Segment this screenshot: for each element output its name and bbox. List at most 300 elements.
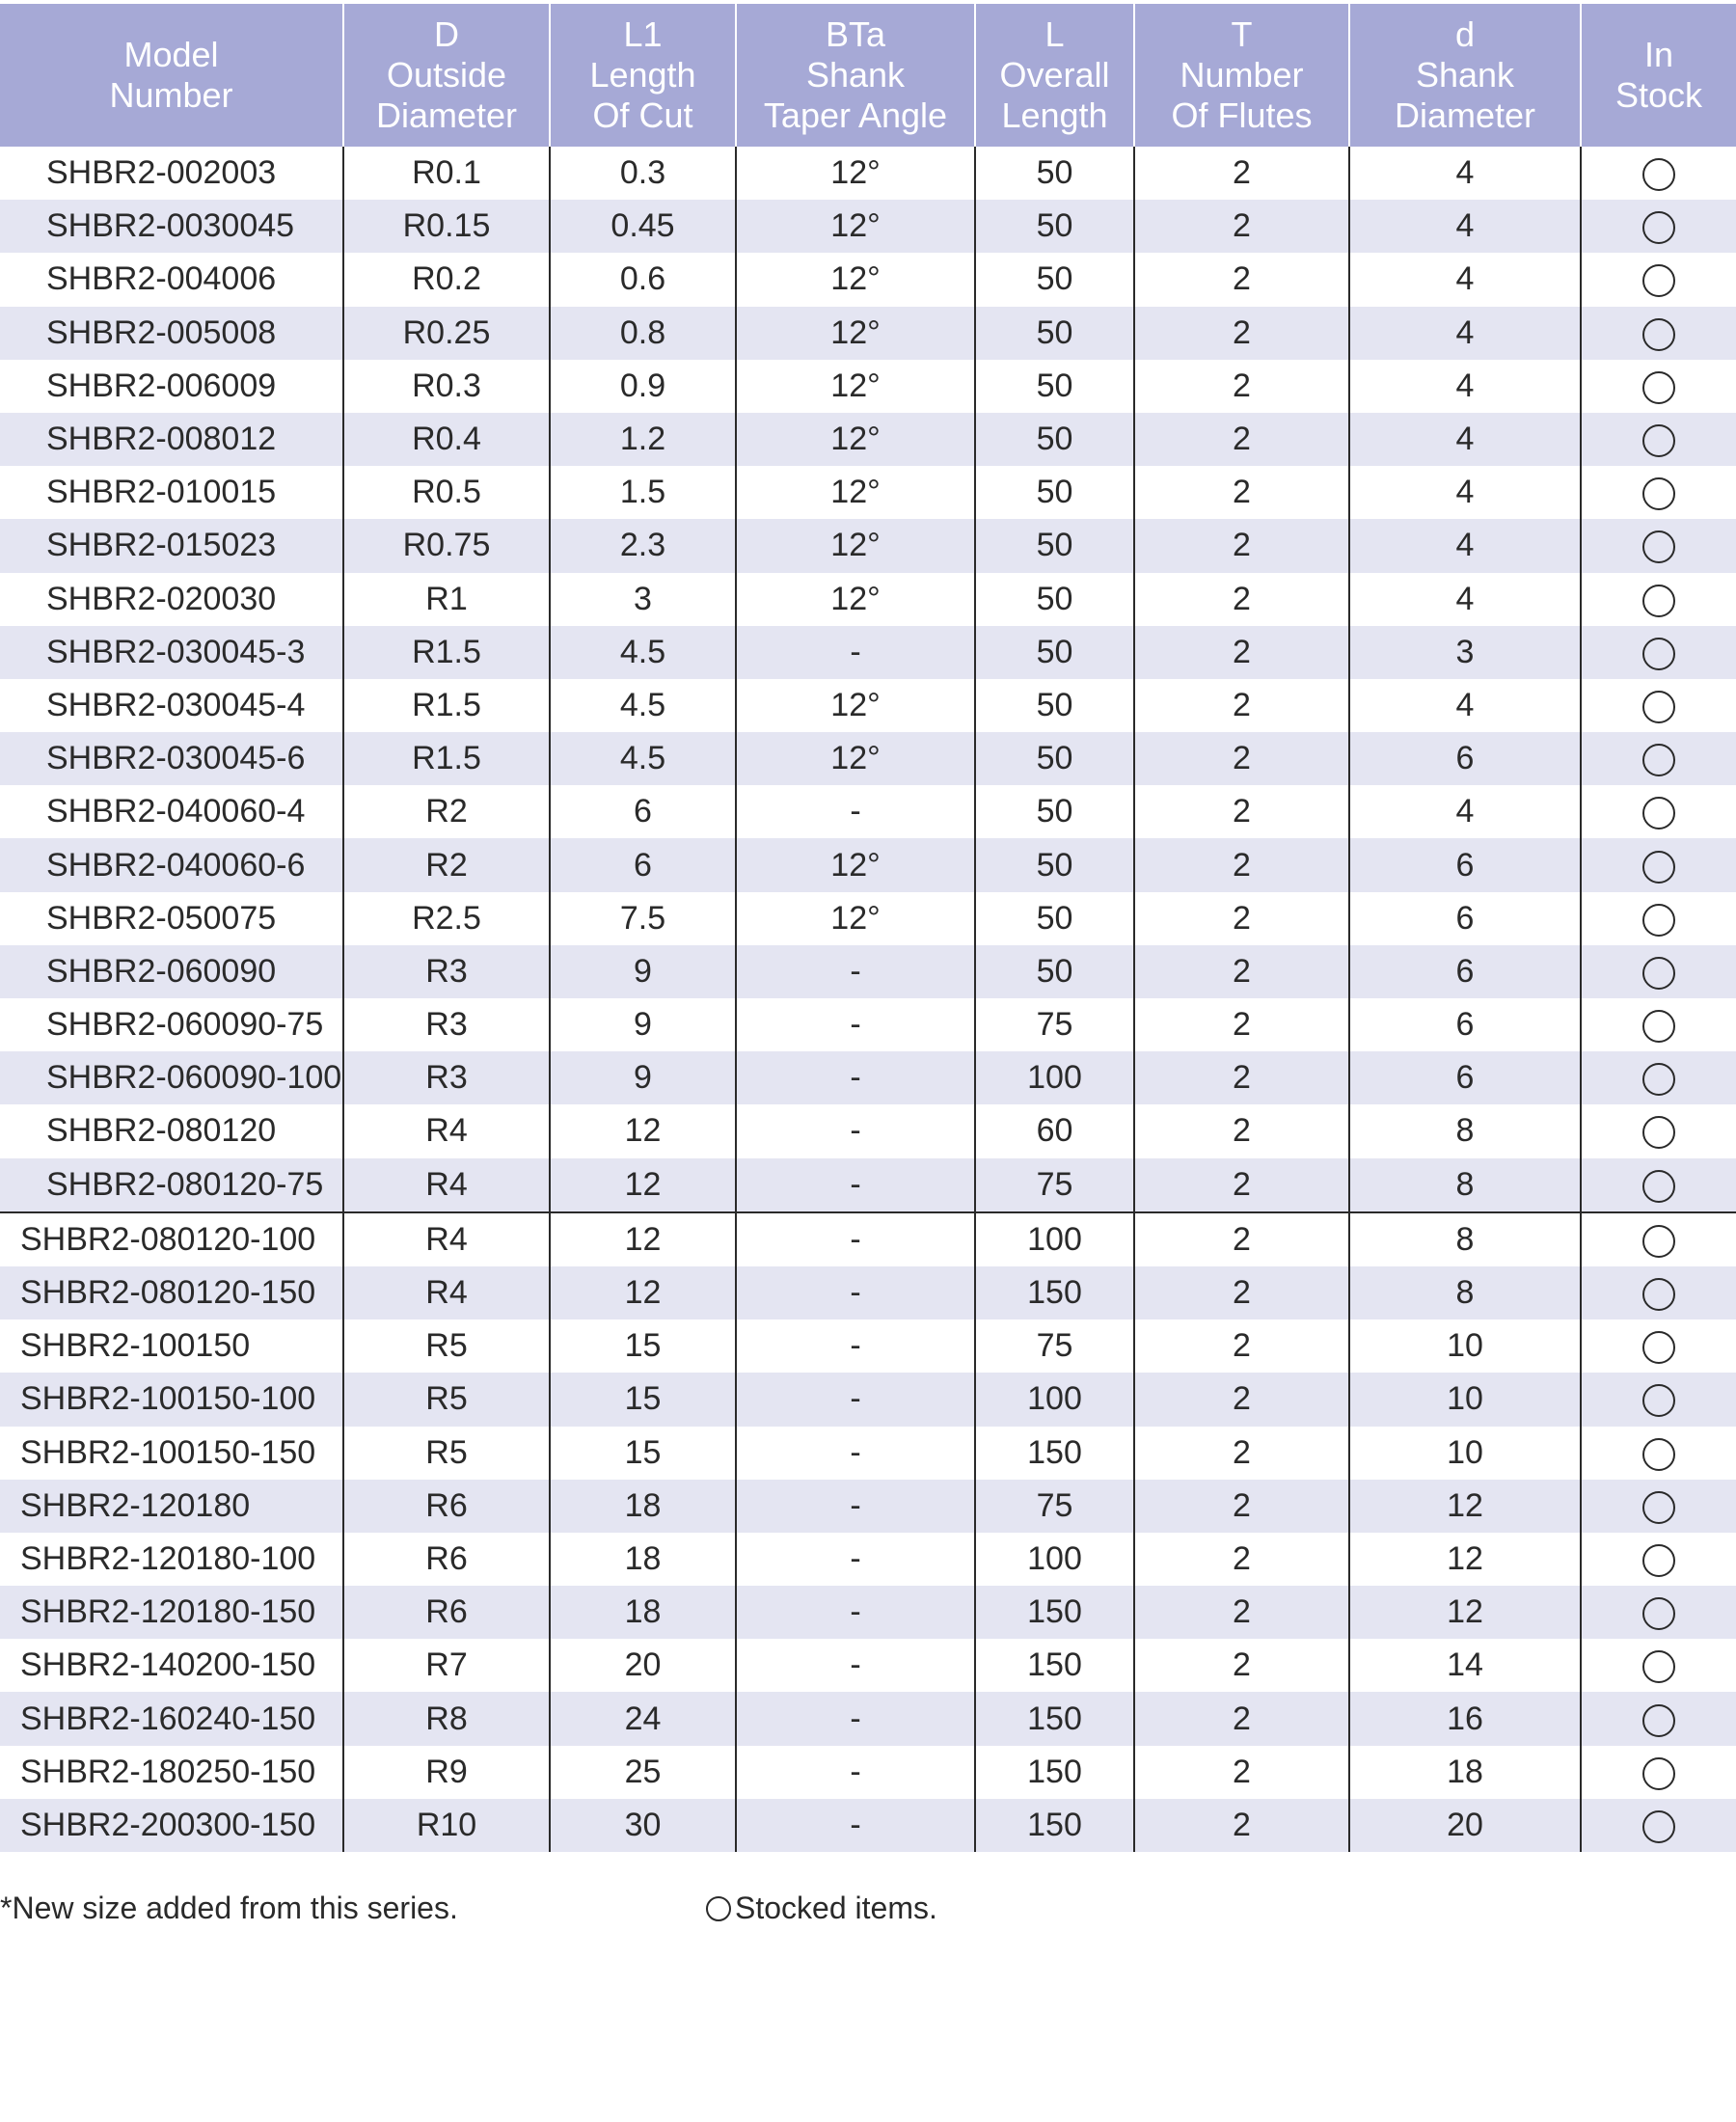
cell-d-shank: 4 — [1349, 573, 1581, 626]
cell-t-flutes: 2 — [1134, 200, 1349, 253]
stock-circle-icon — [1642, 1597, 1675, 1630]
stock-circle-icon — [1642, 638, 1675, 670]
cell-d-shank: 10 — [1349, 1427, 1581, 1480]
footnote-new-size: *New size added from this series. — [0, 1891, 458, 1925]
cell-d-shank: 8 — [1349, 1212, 1581, 1266]
cell-d-outside: R7 — [343, 1639, 550, 1692]
cell-t-flutes: 2 — [1134, 1319, 1349, 1373]
cell-t-flutes: 2 — [1134, 307, 1349, 360]
cell-bta: 12° — [736, 519, 975, 572]
cell-model: SHBR2-040060-6 — [0, 838, 343, 891]
stock-circle-icon — [1642, 1331, 1675, 1364]
table-row — [0, 307, 1736, 360]
cell-l-overall: 100 — [975, 1533, 1134, 1586]
cell-d-outside: R3 — [343, 945, 550, 998]
cell-model: SHBR2-120180 — [0, 1480, 343, 1533]
cell-l-overall: 150 — [975, 1427, 1134, 1480]
cell-t-flutes: 2 — [1134, 1427, 1349, 1480]
table-row — [0, 1319, 1736, 1373]
cell-model: SHBR2-100150-100 — [0, 1373, 343, 1426]
stock-circle-icon — [1642, 851, 1675, 884]
cell-l-overall: 150 — [975, 1799, 1134, 1852]
table-row — [0, 679, 1736, 732]
cell-t-flutes: 2 — [1134, 1104, 1349, 1157]
cell-bta: 12° — [736, 466, 975, 519]
cell-l1: 0.3 — [550, 147, 736, 200]
cell-t-flutes: 2 — [1134, 1639, 1349, 1692]
cell-t-flutes: 2 — [1134, 147, 1349, 200]
cell-in-stock — [1581, 785, 1736, 838]
cell-d-outside: R6 — [343, 1480, 550, 1533]
cell-l1: 9 — [550, 1051, 736, 1104]
cell-d-outside: R10 — [343, 1799, 550, 1852]
cell-t-flutes: 2 — [1134, 1746, 1349, 1799]
cell-bta: - — [736, 1533, 975, 1586]
cell-l1: 0.6 — [550, 253, 736, 306]
cell-l1: 15 — [550, 1373, 736, 1426]
table-row — [0, 253, 1736, 306]
cell-model: SHBR2-080120-100 — [0, 1212, 343, 1266]
table-row — [0, 1533, 1736, 1586]
stock-circle-icon — [1642, 1278, 1675, 1311]
stock-circle-icon — [1642, 211, 1675, 244]
cell-model: SHBR2-100150 — [0, 1319, 343, 1373]
cell-l-overall: 50 — [975, 307, 1134, 360]
cell-d-outside: R0.3 — [343, 360, 550, 413]
cell-l-overall: 60 — [975, 1104, 1134, 1157]
cell-in-stock — [1581, 1480, 1736, 1533]
column-header-l1: L1 Length Of Cut — [550, 4, 736, 147]
cell-bta: - — [736, 1212, 975, 1266]
cell-d-outside: R4 — [343, 1266, 550, 1319]
cell-l1: 0.45 — [550, 200, 736, 253]
stock-circle-icon — [1642, 1650, 1675, 1683]
cell-in-stock — [1581, 626, 1736, 679]
table-row — [0, 360, 1736, 413]
cell-d-shank: 4 — [1349, 679, 1581, 732]
cell-l-overall: 50 — [975, 679, 1134, 732]
cell-t-flutes: 2 — [1134, 1692, 1349, 1745]
cell-d-shank: 4 — [1349, 253, 1581, 306]
cell-l1: 18 — [550, 1586, 736, 1639]
cell-l-overall: 150 — [975, 1639, 1134, 1692]
cell-l1: 12 — [550, 1104, 736, 1157]
cell-in-stock — [1581, 1692, 1736, 1745]
cell-l-overall: 50 — [975, 785, 1134, 838]
table-row — [0, 1104, 1736, 1157]
stock-circle-icon — [1642, 1384, 1675, 1417]
column-header-bta: BTa Shank Taper Angle — [736, 4, 975, 147]
cell-model: SHBR2-060090 — [0, 945, 343, 998]
cell-d-outside: R0.4 — [343, 413, 550, 466]
cell-d-shank: 4 — [1349, 360, 1581, 413]
stock-circle-icon — [1642, 797, 1675, 830]
stock-circle-icon — [1642, 1438, 1675, 1471]
stock-circle-icon — [1642, 1544, 1675, 1577]
cell-bta: 12° — [736, 360, 975, 413]
spec-table — [0, 4, 1736, 1852]
cell-l-overall: 150 — [975, 1692, 1134, 1745]
cell-in-stock — [1581, 1212, 1736, 1266]
stock-circle-icon — [1642, 585, 1675, 617]
cell-l1: 18 — [550, 1480, 736, 1533]
cell-l-overall: 50 — [975, 626, 1134, 679]
cell-d-shank: 6 — [1349, 892, 1581, 945]
cell-t-flutes: 2 — [1134, 253, 1349, 306]
cell-in-stock — [1581, 1586, 1736, 1639]
cell-model: SHBR2-200300-150 — [0, 1799, 343, 1852]
column-header-d-outside: D Outside Diameter — [343, 4, 550, 147]
stock-circle-icon — [1642, 158, 1675, 191]
cell-t-flutes: 2 — [1134, 519, 1349, 572]
cell-in-stock — [1581, 413, 1736, 466]
stock-circle-icon — [1642, 1704, 1675, 1737]
cell-d-outside: R0.5 — [343, 466, 550, 519]
column-header-d-shank: d Shank Diameter — [1349, 4, 1581, 147]
cell-l1: 2.3 — [550, 519, 736, 572]
cell-d-shank: 8 — [1349, 1266, 1581, 1319]
cell-in-stock — [1581, 1533, 1736, 1586]
cell-in-stock — [1581, 1158, 1736, 1212]
cell-t-flutes: 2 — [1134, 1799, 1349, 1852]
cell-d-shank: 20 — [1349, 1799, 1581, 1852]
cell-l1: 20 — [550, 1639, 736, 1692]
cell-d-shank: 3 — [1349, 626, 1581, 679]
cell-d-outside: R3 — [343, 998, 550, 1051]
footnote-stocked-text: Stocked items. — [735, 1891, 937, 1925]
cell-l1: 1.5 — [550, 466, 736, 519]
cell-d-shank: 6 — [1349, 838, 1581, 891]
stock-circle-icon — [1642, 744, 1675, 776]
cell-d-shank: 6 — [1349, 945, 1581, 998]
cell-l1: 15 — [550, 1319, 736, 1373]
cell-bta: 12° — [736, 838, 975, 891]
cell-bta: - — [736, 785, 975, 838]
cell-model: SHBR2-060090-100 — [0, 1051, 343, 1104]
cell-d-shank: 4 — [1349, 147, 1581, 200]
table-row — [0, 785, 1736, 838]
cell-t-flutes: 2 — [1134, 1480, 1349, 1533]
cell-t-flutes: 2 — [1134, 1051, 1349, 1104]
cell-t-flutes: 2 — [1134, 1373, 1349, 1426]
table-row — [0, 945, 1736, 998]
cell-l-overall: 50 — [975, 732, 1134, 785]
cell-l-overall: 150 — [975, 1586, 1134, 1639]
cell-model: SHBR2-180250-150 — [0, 1746, 343, 1799]
cell-d-outside: R5 — [343, 1373, 550, 1426]
cell-bta: 12° — [736, 307, 975, 360]
cell-d-shank: 16 — [1349, 1692, 1581, 1745]
cell-in-stock — [1581, 1639, 1736, 1692]
table-row — [0, 1266, 1736, 1319]
table-row — [0, 147, 1736, 200]
cell-l-overall: 50 — [975, 413, 1134, 466]
cell-d-shank: 4 — [1349, 413, 1581, 466]
cell-bta: - — [736, 1427, 975, 1480]
stock-circle-icon — [1642, 1810, 1675, 1843]
cell-in-stock — [1581, 998, 1736, 1051]
cell-l1: 9 — [550, 998, 736, 1051]
cell-in-stock — [1581, 360, 1736, 413]
cell-d-outside: R0.75 — [343, 519, 550, 572]
cell-l-overall: 50 — [975, 253, 1134, 306]
cell-model: SHBR2-006009 — [0, 360, 343, 413]
cell-in-stock — [1581, 573, 1736, 626]
cell-bta: 12° — [736, 147, 975, 200]
cell-in-stock — [1581, 1319, 1736, 1373]
cell-d-outside: R0.25 — [343, 307, 550, 360]
cell-in-stock — [1581, 1051, 1736, 1104]
cell-in-stock — [1581, 1799, 1736, 1852]
cell-in-stock — [1581, 679, 1736, 732]
cell-model: SHBR2-040060-4 — [0, 785, 343, 838]
cell-l-overall: 50 — [975, 466, 1134, 519]
cell-l1: 3 — [550, 573, 736, 626]
cell-t-flutes: 2 — [1134, 1158, 1349, 1212]
stock-circle-icon — [1642, 371, 1675, 404]
cell-bta: - — [736, 998, 975, 1051]
cell-model: SHBR2-050075 — [0, 892, 343, 945]
cell-t-flutes: 2 — [1134, 466, 1349, 519]
cell-in-stock — [1581, 1427, 1736, 1480]
cell-bta: - — [736, 1104, 975, 1157]
cell-model: SHBR2-120180-100 — [0, 1533, 343, 1586]
stock-circle-icon — [1642, 904, 1675, 937]
cell-l1: 0.9 — [550, 360, 736, 413]
cell-d-outside: R1.5 — [343, 626, 550, 679]
cell-model: SHBR2-080120 — [0, 1104, 343, 1157]
stock-circle-icon — [1642, 1116, 1675, 1149]
cell-l-overall: 50 — [975, 200, 1134, 253]
cell-model: SHBR2-020030 — [0, 573, 343, 626]
stock-circle-icon — [1642, 1010, 1675, 1043]
stock-circle-icon — [1642, 264, 1675, 297]
table-row — [0, 732, 1736, 785]
column-header-t-flutes: T Number Of Flutes — [1134, 4, 1349, 147]
cell-l1: 6 — [550, 838, 736, 891]
cell-bta: - — [736, 1051, 975, 1104]
cell-in-stock — [1581, 307, 1736, 360]
stock-circle-icon — [1642, 424, 1675, 457]
cell-l-overall: 50 — [975, 892, 1134, 945]
cell-t-flutes: 2 — [1134, 679, 1349, 732]
cell-t-flutes: 2 — [1134, 573, 1349, 626]
cell-l1: 30 — [550, 1799, 736, 1852]
cell-l-overall: 50 — [975, 838, 1134, 891]
cell-model: SHBR2-015023 — [0, 519, 343, 572]
table-row — [0, 1799, 1736, 1852]
cell-l-overall: 50 — [975, 945, 1134, 998]
cell-t-flutes: 2 — [1134, 838, 1349, 891]
cell-l1: 4.5 — [550, 732, 736, 785]
cell-in-stock — [1581, 253, 1736, 306]
cell-d-outside: R4 — [343, 1158, 550, 1212]
cell-d-shank: 4 — [1349, 519, 1581, 572]
cell-l-overall: 50 — [975, 360, 1134, 413]
cell-t-flutes: 2 — [1134, 626, 1349, 679]
cell-d-shank: 6 — [1349, 1051, 1581, 1104]
cell-bta: 12° — [736, 732, 975, 785]
table-row — [0, 838, 1736, 891]
stock-circle-icon — [1642, 1170, 1675, 1203]
cell-l1: 0.8 — [550, 307, 736, 360]
cell-d-shank: 10 — [1349, 1319, 1581, 1373]
cell-l-overall: 100 — [975, 1212, 1134, 1266]
cell-bta: 12° — [736, 573, 975, 626]
cell-l1: 7.5 — [550, 892, 736, 945]
cell-l1: 1.2 — [550, 413, 736, 466]
cell-in-stock — [1581, 519, 1736, 572]
cell-d-shank: 4 — [1349, 785, 1581, 838]
column-header-l-overall: L Overall Length — [975, 4, 1134, 147]
cell-l-overall: 100 — [975, 1373, 1134, 1426]
cell-d-outside: R1 — [343, 573, 550, 626]
cell-t-flutes: 2 — [1134, 413, 1349, 466]
cell-model: SHBR2-080120-75 — [0, 1158, 343, 1212]
cell-in-stock — [1581, 1104, 1736, 1157]
cell-l1: 6 — [550, 785, 736, 838]
cell-d-outside: R0.2 — [343, 253, 550, 306]
cell-bta: 12° — [736, 200, 975, 253]
cell-t-flutes: 2 — [1134, 360, 1349, 413]
cell-d-shank: 6 — [1349, 998, 1581, 1051]
cell-t-flutes: 2 — [1134, 892, 1349, 945]
table-row — [0, 1480, 1736, 1533]
cell-l1: 18 — [550, 1533, 736, 1586]
cell-bta: - — [736, 945, 975, 998]
cell-l-overall: 50 — [975, 519, 1134, 572]
stock-circle-icon — [1642, 530, 1675, 563]
cell-d-outside: R1.5 — [343, 679, 550, 732]
cell-t-flutes: 2 — [1134, 785, 1349, 838]
cell-model: SHBR2-120180-150 — [0, 1586, 343, 1639]
cell-model: SHBR2-160240-150 — [0, 1692, 343, 1745]
table-row — [0, 892, 1736, 945]
cell-bta: - — [736, 1639, 975, 1692]
cell-l1: 15 — [550, 1427, 736, 1480]
cell-bta: - — [736, 1480, 975, 1533]
cell-d-shank: 8 — [1349, 1158, 1581, 1212]
cell-t-flutes: 2 — [1134, 1212, 1349, 1266]
cell-d-outside: R9 — [343, 1746, 550, 1799]
cell-d-shank: 12 — [1349, 1533, 1581, 1586]
stock-circle-icon — [1642, 957, 1675, 990]
cell-model: SHBR2-010015 — [0, 466, 343, 519]
cell-in-stock — [1581, 838, 1736, 891]
cell-d-shank: 4 — [1349, 307, 1581, 360]
cell-in-stock — [1581, 200, 1736, 253]
cell-l1: 4.5 — [550, 679, 736, 732]
table-header-row — [0, 4, 1736, 147]
cell-d-shank: 14 — [1349, 1639, 1581, 1692]
stock-circle-icon — [1642, 1757, 1675, 1790]
cell-bta: 12° — [736, 679, 975, 732]
table-row — [0, 998, 1736, 1051]
table-row — [0, 1586, 1736, 1639]
cell-d-shank: 8 — [1349, 1104, 1581, 1157]
cell-d-outside: R2 — [343, 785, 550, 838]
cell-bta: - — [736, 1266, 975, 1319]
stock-circle-icon — [706, 1896, 731, 1921]
cell-d-outside: R2 — [343, 838, 550, 891]
cell-l1: 12 — [550, 1212, 736, 1266]
cell-t-flutes: 2 — [1134, 732, 1349, 785]
cell-d-outside: R1.5 — [343, 732, 550, 785]
cell-model: SHBR2-060090-75 — [0, 998, 343, 1051]
cell-l-overall: 100 — [975, 1051, 1134, 1104]
cell-in-stock — [1581, 945, 1736, 998]
table-row — [0, 413, 1736, 466]
cell-d-shank: 12 — [1349, 1586, 1581, 1639]
cell-bta: - — [736, 1799, 975, 1852]
cell-l1: 24 — [550, 1692, 736, 1745]
cell-l1: 25 — [550, 1746, 736, 1799]
cell-l-overall: 75 — [975, 1158, 1134, 1212]
stock-circle-icon — [1642, 1225, 1675, 1258]
cell-t-flutes: 2 — [1134, 1266, 1349, 1319]
cell-l1: 4.5 — [550, 626, 736, 679]
cell-bta: 12° — [736, 892, 975, 945]
cell-t-flutes: 2 — [1134, 945, 1349, 998]
cell-model: SHBR2-008012 — [0, 413, 343, 466]
cell-bta: - — [736, 1692, 975, 1745]
cell-in-stock — [1581, 732, 1736, 785]
cell-l-overall: 50 — [975, 147, 1134, 200]
cell-bta: - — [736, 1586, 975, 1639]
cell-d-outside: R6 — [343, 1533, 550, 1586]
cell-in-stock — [1581, 466, 1736, 519]
cell-bta: - — [736, 1158, 975, 1212]
cell-in-stock — [1581, 892, 1736, 945]
cell-model: SHBR2-030045-3 — [0, 626, 343, 679]
stock-circle-icon — [1642, 1063, 1675, 1096]
cell-bta: 12° — [736, 413, 975, 466]
cell-d-outside: R4 — [343, 1212, 550, 1266]
cell-l-overall: 75 — [975, 998, 1134, 1051]
cell-l-overall: 75 — [975, 1480, 1134, 1533]
table-row — [0, 1746, 1736, 1799]
cell-in-stock — [1581, 147, 1736, 200]
table-body — [0, 147, 1736, 1852]
cell-d-outside: R0.15 — [343, 200, 550, 253]
cell-d-shank: 6 — [1349, 732, 1581, 785]
cell-model: SHBR2-0030045 — [0, 200, 343, 253]
cell-d-shank: 4 — [1349, 466, 1581, 519]
cell-l1: 9 — [550, 945, 736, 998]
table-row — [0, 1639, 1736, 1692]
cell-d-shank: 18 — [1349, 1746, 1581, 1799]
cell-in-stock — [1581, 1746, 1736, 1799]
cell-d-outside: R5 — [343, 1427, 550, 1480]
cell-d-shank: 10 — [1349, 1373, 1581, 1426]
table-row — [0, 1051, 1736, 1104]
cell-d-outside: R5 — [343, 1319, 550, 1373]
cell-d-outside: R2.5 — [343, 892, 550, 945]
cell-model: SHBR2-030045-6 — [0, 732, 343, 785]
cell-d-shank: 12 — [1349, 1480, 1581, 1533]
cell-bta: 12° — [736, 253, 975, 306]
cell-t-flutes: 2 — [1134, 1586, 1349, 1639]
table-row — [0, 1427, 1736, 1480]
cell-l1: 12 — [550, 1266, 736, 1319]
cell-d-outside: R0.1 — [343, 147, 550, 200]
cell-bta: - — [736, 1746, 975, 1799]
cell-in-stock — [1581, 1266, 1736, 1319]
cell-t-flutes: 2 — [1134, 1533, 1349, 1586]
cell-model: SHBR2-002003 — [0, 147, 343, 200]
cell-bta: - — [736, 626, 975, 679]
cell-l-overall: 50 — [975, 573, 1134, 626]
